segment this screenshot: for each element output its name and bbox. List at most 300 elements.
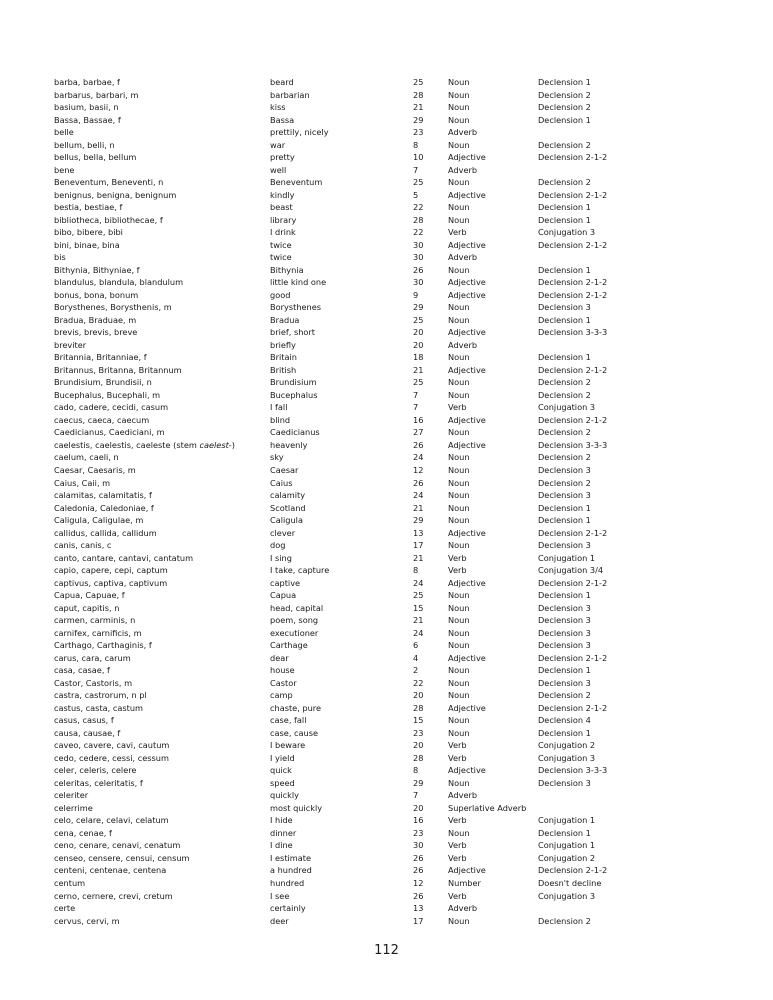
part-of-speech: Noun — [448, 677, 470, 688]
vocab-row — [54, 251, 674, 264]
part-of-speech: Noun — [448, 590, 470, 601]
vocab-row — [54, 677, 674, 690]
vocab-row — [54, 915, 674, 928]
chapter-number: 23 — [413, 127, 424, 138]
latin-entry: centeni, centenae, centena — [54, 865, 167, 876]
english-meaning: blind — [270, 414, 291, 425]
inflection-class: Declension 1 — [538, 214, 591, 225]
english-meaning: war — [270, 139, 286, 150]
inflection-class: Declension 3-3-3 — [538, 327, 608, 338]
chapter-number: 21 — [413, 364, 424, 375]
inflection-class: Declension 3 — [538, 615, 591, 626]
latin-entry: Borysthenes, Borysthenis, m — [54, 302, 172, 313]
chapter-number: 30 — [413, 277, 424, 288]
vocab-row — [54, 239, 674, 252]
latin-entry: cedo, cedere, cessi, cessum — [54, 752, 169, 763]
latin-entry: breviter — [54, 339, 87, 350]
part-of-speech: Adverb — [448, 339, 478, 350]
latin-entry: barbarus, barbari, m — [54, 89, 139, 100]
vocab-row — [54, 839, 674, 852]
inflection-class: Declension 3 — [538, 640, 591, 651]
vocab-row — [54, 890, 674, 903]
vocab-row — [54, 502, 674, 515]
part-of-speech: Noun — [448, 102, 470, 113]
chapter-number: 29 — [413, 302, 424, 313]
vocab-row — [54, 314, 674, 327]
vocab-row — [54, 789, 674, 802]
vocab-row — [54, 752, 674, 765]
vocab-row — [54, 289, 674, 302]
part-of-speech: Number — [448, 878, 481, 888]
latin-entry: bini, binae, bina — [54, 239, 120, 250]
inflection-class: Declension 2-1-2 — [538, 239, 608, 250]
part-of-speech: Noun — [448, 477, 470, 488]
part-of-speech: Verb — [448, 552, 467, 563]
chapter-number: 22 — [413, 202, 424, 213]
english-meaning: I beware — [270, 740, 306, 751]
part-of-speech: Noun — [448, 214, 470, 225]
vocab-row — [54, 264, 674, 277]
vocab-row — [54, 401, 674, 414]
vocab-row — [54, 702, 674, 715]
inflection-class: Declension 1 — [538, 314, 591, 325]
vocab-row — [54, 852, 674, 865]
part-of-speech: Adjective — [448, 439, 486, 450]
chapter-number: 26 — [413, 264, 424, 275]
latin-entry: callidus, callida, callidum — [54, 527, 157, 538]
english-meaning: sky — [270, 452, 284, 463]
inflection-class: Declension 1 — [538, 502, 591, 513]
latin-entry: carus, cara, carum — [54, 652, 131, 663]
english-meaning: calamity — [270, 490, 306, 501]
vocab-row — [54, 426, 674, 439]
chapter-number: 21 — [413, 552, 424, 563]
vocab-row — [54, 539, 674, 552]
part-of-speech: Adjective — [448, 189, 486, 200]
latin-entry: caecus, caeca, caecum — [54, 414, 150, 425]
latin-entry: certe — [54, 903, 76, 914]
chapter-number: 20 — [413, 690, 424, 701]
chapter-number: 9 — [413, 289, 419, 300]
inflection-class: Conjugation 2 — [538, 740, 596, 751]
part-of-speech: Noun — [448, 715, 470, 726]
latin-entry: Carthago, Carthaginis, f — [54, 640, 152, 651]
chapter-number: 20 — [413, 327, 424, 338]
chapter-number: 24 — [413, 577, 424, 588]
chapter-number: 16 — [413, 414, 424, 425]
chapter-number: 8 — [413, 565, 419, 576]
english-meaning: certainly — [270, 903, 306, 914]
latin-entry: castus, casta, castum — [54, 702, 144, 713]
chapter-number: 29 — [413, 515, 424, 526]
english-meaning: barbarian — [270, 89, 310, 100]
english-meaning: a hundred — [270, 865, 312, 876]
part-of-speech: Noun — [448, 602, 470, 613]
english-meaning: Capua — [270, 590, 297, 601]
inflection-class: Declension 2-1-2 — [538, 289, 608, 300]
latin-entry: Caledonia, Caledoniae, f — [54, 502, 154, 513]
latin-entry: celo, celare, celavi, celatum — [54, 815, 169, 826]
chapter-number: 7 — [413, 402, 419, 413]
chapter-number: 5 — [413, 189, 419, 200]
vocab-row — [54, 614, 674, 627]
english-meaning: I fall — [270, 402, 288, 413]
english-meaning: executioner — [270, 627, 319, 638]
part-of-speech: Noun — [448, 515, 470, 526]
latin-entry: cervus, cervi, m — [54, 915, 120, 926]
vocab-row — [54, 814, 674, 827]
english-meaning: camp — [270, 690, 293, 701]
chapter-number: 25 — [413, 177, 424, 188]
vocab-row — [54, 301, 674, 314]
chapter-number: 22 — [413, 227, 424, 238]
chapter-number: 28 — [413, 752, 424, 763]
inflection-class: Declension 2-1-2 — [538, 702, 608, 713]
chapter-number: 21 — [413, 102, 424, 113]
inflection-class: Declension 2 — [538, 690, 591, 701]
part-of-speech: Superlative Adverb — [448, 802, 527, 813]
vocab-row — [54, 76, 674, 89]
inflection-class: Declension 2-1-2 — [538, 527, 608, 538]
chapter-number: 23 — [413, 827, 424, 838]
latin-entry: castra, castrorum, n pl — [54, 690, 147, 701]
latin-entry: bestia, bestiae, f — [54, 202, 123, 213]
chapter-number: 29 — [413, 777, 424, 788]
vocab-row — [54, 139, 674, 152]
part-of-speech: Verb — [448, 840, 467, 851]
vocab-row — [54, 714, 674, 727]
vocab-row — [54, 114, 674, 127]
vocab-row — [54, 802, 674, 815]
chapter-number: 26 — [413, 890, 424, 901]
english-meaning: Bithynia — [270, 264, 304, 275]
inflection-class: Declension 2 — [538, 377, 591, 388]
latin-entry: bibliotheca, bibliothecae, f — [54, 214, 163, 225]
english-meaning: pretty — [270, 152, 295, 163]
english-meaning: Borysthenes — [270, 302, 322, 313]
inflection-class: Declension 1 — [538, 590, 591, 601]
latin-entry: basium, basii, n — [54, 102, 119, 113]
inflection-class: Conjugation 1 — [538, 840, 596, 851]
chapter-number: 8 — [413, 765, 419, 776]
chapter-number: 15 — [413, 715, 424, 726]
vocab-row — [54, 439, 674, 452]
english-meaning: I drink — [270, 227, 296, 238]
vocab-row — [54, 527, 674, 540]
vocab-row — [54, 464, 674, 477]
chapter-number: 23 — [413, 727, 424, 738]
inflection-class: Conjugation 3 — [538, 402, 596, 413]
part-of-speech: Verb — [448, 890, 467, 901]
vocab-row — [54, 739, 674, 752]
inflection-class: Declension 2 — [538, 102, 591, 113]
english-meaning: Carthage — [270, 640, 308, 651]
latin-entry: ceno, cenare, cenavi, cenatum — [54, 840, 181, 851]
latin-entry: caveo, cavere, cavi, cautum — [54, 740, 170, 751]
inflection-class: Declension 2-1-2 — [538, 364, 608, 375]
latin-entry: caelum, caeli, n — [54, 452, 119, 463]
english-meaning: kiss — [270, 102, 286, 113]
chapter-number: 25 — [413, 590, 424, 601]
latin-entry: canis, canis, c — [54, 540, 112, 551]
chapter-number: 15 — [413, 602, 424, 613]
latin-entry: centum — [54, 878, 86, 888]
vocab-row — [54, 552, 674, 565]
part-of-speech: Noun — [448, 490, 470, 501]
part-of-speech: Adjective — [448, 364, 486, 375]
english-meaning: brief, short — [270, 327, 316, 338]
latin-entry: carnifex, carnificis, m — [54, 627, 142, 638]
latin-entry: bene — [54, 164, 75, 175]
chapter-number: 28 — [413, 702, 424, 713]
english-meaning: most quickly — [270, 802, 323, 813]
part-of-speech: Noun — [448, 177, 470, 188]
inflection-class: Declension 2 — [538, 477, 591, 488]
part-of-speech: Noun — [448, 427, 470, 438]
english-meaning: I see — [270, 890, 290, 901]
inflection-class: Declension 3-3-3 — [538, 765, 608, 776]
part-of-speech: Noun — [448, 777, 470, 788]
latin-entry: Caius, Caii, m — [54, 477, 111, 488]
english-meaning: Brundisium — [270, 377, 317, 388]
inflection-class: Declension 1 — [538, 77, 591, 87]
inflection-class: Declension 3-3-3 — [538, 439, 608, 450]
inflection-class: Declension 2 — [538, 89, 591, 100]
english-meaning: Caius — [270, 477, 293, 488]
part-of-speech: Adjective — [448, 239, 486, 250]
part-of-speech: Noun — [448, 114, 470, 125]
chapter-number: 24 — [413, 627, 424, 638]
latin-entry: bellus, bella, bellum — [54, 152, 137, 163]
inflection-class: Declension 2 — [538, 452, 591, 463]
chapter-number: 28 — [413, 89, 424, 100]
part-of-speech: Adjective — [448, 652, 486, 663]
inflection-class: Conjugation 3/4 — [538, 565, 604, 576]
inflection-class: Conjugation 1 — [538, 552, 596, 563]
inflection-class: Conjugation 1 — [538, 815, 596, 826]
vocab-row — [54, 151, 674, 164]
latin-entry: casus, casus, f — [54, 715, 114, 726]
latin-entry: Britannia, Britanniae, f — [54, 352, 147, 363]
inflection-class: Conjugation 3 — [538, 227, 596, 238]
latin-entry: barba, barbae, f — [54, 77, 120, 87]
chapter-number: 26 — [413, 439, 424, 450]
part-of-speech: Noun — [448, 665, 470, 676]
inflection-class: Declension 2-1-2 — [538, 652, 608, 663]
english-meaning: house — [270, 665, 295, 676]
latin-entry: Caedicianus, Caediciani, m — [54, 427, 165, 438]
english-meaning: dear — [270, 652, 289, 663]
inflection-class: Declension 2-1-2 — [538, 577, 608, 588]
part-of-speech: Noun — [448, 377, 470, 388]
vocab-row — [54, 727, 674, 740]
chapter-number: 26 — [413, 477, 424, 488]
english-meaning: case, cause — [270, 727, 319, 738]
part-of-speech: Noun — [448, 640, 470, 651]
chapter-number: 29 — [413, 114, 424, 125]
english-meaning: little kind one — [270, 277, 327, 288]
vocab-row — [54, 126, 674, 139]
latin-entry: bellum, belli, n — [54, 139, 115, 150]
latin-entry: cado, cadere, cecidi, casum — [54, 402, 169, 413]
vocab-row — [54, 627, 674, 640]
vocabulary-table — [54, 76, 674, 927]
vocab-row — [54, 477, 674, 490]
vocab-row — [54, 214, 674, 227]
english-meaning: chaste, pure — [270, 702, 322, 713]
english-meaning: dinner — [270, 827, 297, 838]
latin-entry: carmen, carminis, n — [54, 615, 136, 626]
latin-entry: Bradua, Braduae, m — [54, 314, 137, 325]
english-meaning: briefly — [270, 339, 296, 350]
part-of-speech: Adverb — [448, 127, 478, 138]
english-meaning: Bucephalus — [270, 389, 318, 400]
latin-entry: censeo, censere, censui, censum — [54, 852, 190, 863]
latin-entry: Bassa, Bassae, f — [54, 114, 121, 125]
inflection-class: Declension 2-1-2 — [538, 152, 608, 163]
latin-entry: brevis, brevis, breve — [54, 327, 138, 338]
chapter-number: 22 — [413, 677, 424, 688]
english-meaning: twice — [270, 239, 292, 250]
part-of-speech: Verb — [448, 740, 467, 751]
part-of-speech: Noun — [448, 314, 470, 325]
inflection-class: Declension 1 — [538, 114, 591, 125]
latin-entry: celeriter — [54, 790, 89, 801]
part-of-speech: Noun — [448, 540, 470, 551]
inflection-class: Declension 2-1-2 — [538, 865, 608, 876]
part-of-speech: Noun — [448, 352, 470, 363]
part-of-speech: Adjective — [448, 765, 486, 776]
english-meaning: beard — [270, 77, 294, 87]
english-meaning: I take, capture — [270, 565, 330, 576]
english-meaning: poem, song — [270, 615, 319, 626]
vocab-row — [54, 602, 674, 615]
latin-entry: Brundisium, Brundisii, n — [54, 377, 152, 388]
chapter-number: 7 — [413, 164, 419, 175]
chapter-number: 24 — [413, 490, 424, 501]
latin-entry: casa, casae, f — [54, 665, 110, 676]
part-of-speech: Adjective — [448, 277, 486, 288]
part-of-speech: Noun — [448, 264, 470, 275]
vocab-row — [54, 777, 674, 790]
latin-entry: Capua, Capuae, f — [54, 590, 125, 601]
part-of-speech: Adjective — [448, 152, 486, 163]
english-meaning: Caedicianus — [270, 427, 320, 438]
chapter-number: 30 — [413, 252, 424, 263]
latin-entry: calamitas, calamitatis, f — [54, 490, 152, 501]
chapter-number: 16 — [413, 815, 424, 826]
chapter-number: 13 — [413, 903, 424, 914]
vocab-row — [54, 176, 674, 189]
part-of-speech: Verb — [448, 815, 467, 826]
english-meaning: quick — [270, 765, 292, 776]
english-meaning: good — [270, 289, 291, 300]
english-meaning: beast — [270, 202, 293, 213]
vocab-row — [54, 689, 674, 702]
latin-entry: Castor, Castoris, m — [54, 677, 133, 688]
vocab-row — [54, 364, 674, 377]
vocab-row — [54, 589, 674, 602]
latin-entry: Beneventum, Beneventi, n — [54, 177, 164, 188]
chapter-number: 17 — [413, 915, 424, 926]
vocab-row — [54, 514, 674, 527]
inflection-class: Declension 3 — [538, 677, 591, 688]
part-of-speech: Noun — [448, 202, 470, 213]
part-of-speech: Verb — [448, 852, 467, 863]
part-of-speech: Noun — [448, 464, 470, 475]
vocab-row — [54, 189, 674, 202]
english-meaning: head, capital — [270, 602, 324, 613]
chapter-number: 20 — [413, 802, 424, 813]
chapter-number: 18 — [413, 352, 424, 363]
latin-entry: celerrime — [54, 802, 93, 813]
vocab-row — [54, 764, 674, 777]
part-of-speech: Verb — [448, 227, 467, 238]
latin-entry: captivus, captiva, captivum — [54, 577, 168, 588]
chapter-number: 21 — [413, 502, 424, 513]
chapter-number: 8 — [413, 139, 419, 150]
part-of-speech: Adjective — [448, 327, 486, 338]
latin-entry: belle — [54, 127, 74, 138]
english-meaning: Bradua — [270, 314, 300, 325]
vocab-row — [54, 276, 674, 289]
latin-entry: caput, capitis, n — [54, 602, 120, 613]
english-meaning: deer — [270, 915, 289, 926]
english-meaning: I estimate — [270, 852, 312, 863]
vocab-row — [54, 164, 674, 177]
latin-entry: Bucephalus, Bucephali, m — [54, 389, 161, 400]
chapter-number: 25 — [413, 77, 424, 87]
english-meaning: I yield — [270, 752, 295, 763]
chapter-number: 26 — [413, 865, 424, 876]
english-meaning: well — [270, 164, 287, 175]
inflection-class: Declension 1 — [538, 352, 591, 363]
latin-entry: bibo, bibere, bibi — [54, 227, 123, 238]
part-of-speech: Adjective — [448, 702, 486, 713]
english-meaning: I dine — [270, 840, 293, 851]
latin-entry: capio, capere, cepi, captum — [54, 565, 168, 576]
latin-entry: canto, cantare, cantavi, cantatum — [54, 552, 194, 563]
english-meaning: Castor — [270, 677, 297, 688]
vocab-row — [54, 376, 674, 389]
vocab-row — [54, 101, 674, 114]
part-of-speech: Adverb — [448, 903, 478, 914]
latin-entry: cerno, cernere, crevi, cretum — [54, 890, 173, 901]
inflection-class: Doesn't decline — [538, 878, 602, 888]
vocab-row — [54, 489, 674, 502]
english-meaning: twice — [270, 252, 292, 263]
chapter-number: 24 — [413, 452, 424, 463]
part-of-speech: Adjective — [448, 414, 486, 425]
chapter-number: 7 — [413, 790, 419, 801]
latin-entry: cena, cenae, f — [54, 827, 112, 838]
vocab-row — [54, 201, 674, 214]
part-of-speech: Noun — [448, 727, 470, 738]
page-number: 112 — [374, 943, 399, 958]
inflection-class: Declension 3 — [538, 302, 591, 313]
part-of-speech: Noun — [448, 827, 470, 838]
english-meaning: Beneventum — [270, 177, 323, 188]
chapter-number: 17 — [413, 540, 424, 551]
english-meaning: Caesar — [270, 464, 299, 475]
vocab-row — [54, 89, 674, 102]
inflection-class: Declension 4 — [538, 715, 591, 726]
english-meaning: case, fall — [270, 715, 307, 726]
chapter-number: 25 — [413, 314, 424, 325]
part-of-speech: Adverb — [448, 164, 478, 175]
chapter-number: 20 — [413, 339, 424, 350]
latin-entry: Bithynia, Bithyniae, f — [54, 264, 140, 275]
